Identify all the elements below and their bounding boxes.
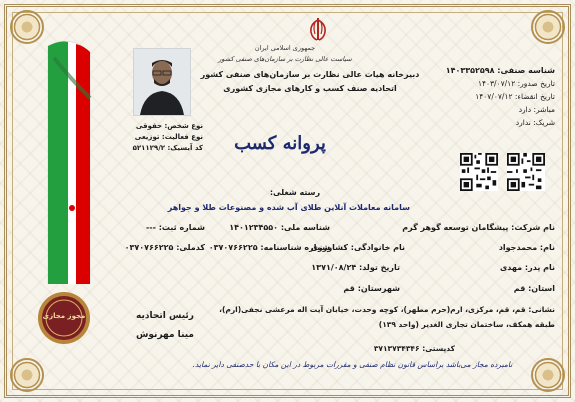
iran-flag-icon — [40, 38, 92, 284]
qr-code-icon — [460, 153, 498, 191]
qr-code-icon — [507, 153, 545, 191]
flag-ribbon — [40, 38, 92, 284]
isic-code: کد آیسیک: ۵۲۱۱۲۹/۲ — [132, 144, 203, 152]
activity-type: نوع فعالیت: توزیعی — [134, 133, 203, 141]
corner-ornament-icon — [10, 358, 44, 392]
first-name: نام: محمدجواد — [498, 243, 555, 252]
address-line2: طبقه همکف، ساختمان تجاری الغدیر (واحد ۱۳۹) — [378, 320, 555, 329]
ministry-text: سیاست عالی نظارت بر سازمان‌های صنفی کشور — [218, 55, 352, 63]
company-name: نام شرکت: پیشگامان توسعه گوهر گرم — [402, 223, 555, 232]
category-value: سامانه معاملات آنلاین طلای آب شده و مصنوعات طلا و جواهر — [167, 203, 410, 212]
profile-photo — [133, 48, 191, 116]
last-name: نام خانوادگی: کشاورزی — [310, 243, 405, 252]
category-label: رسته شغلی: — [269, 188, 321, 197]
header-line1: دبیرخانه هیات عالی نظارت بر سازمان‌های صنفی کشور — [200, 70, 420, 79]
registration-number: شماره ثبت: --- — [145, 223, 205, 232]
person-type: نوع شخص: حقوقی — [135, 122, 203, 130]
issue-date: تاریخ صدور: ۱۴۰۳/۰۷/۱۲ — [477, 79, 555, 88]
footer-note: نامبرده مجاز می‌باشد براساس قانون نظام صنفی و مقررات مربوط در این مکان با حدصنفی دایر نماید. — [192, 360, 513, 369]
corner-ornament-icon — [531, 10, 565, 44]
id-number: شماره شناسنامه: ۰۳۷۰۷۶۶۲۲۵ — [208, 243, 330, 252]
license-number: شناسه صنفی: ۱۴۰۳۳۵۲۵۹۸ — [445, 66, 555, 75]
avatar-icon — [134, 49, 190, 115]
province: استان: قم — [513, 284, 555, 293]
iran-emblem-icon — [306, 16, 330, 42]
address-line1: نشانی: قم، قم، مرکزی، ارم(حرم مطهر)، کوچه وحدت، خیابان آیت اله مرعشی نجفی(ارم)، — [219, 305, 555, 314]
corner-ornament-icon — [10, 10, 44, 44]
seal-text: مجوز مجازی — [42, 312, 86, 320]
page-title: پروانه کسب — [234, 133, 326, 154]
national-code: کدملی: ۰۳۷۰۷۶۶۲۲۵ — [124, 243, 205, 252]
birth-date: تاریخ تولد: ۱۳۷۱/۰۸/۲۴ — [311, 263, 400, 272]
signature-role: رئیس اتحادیه — [136, 311, 194, 321]
seal-icon — [36, 290, 92, 346]
signature-name: مینا مهرنوش — [136, 330, 194, 340]
partner-status: شریک: ندارد — [515, 118, 555, 127]
city: شهرستان: قم — [343, 284, 400, 293]
postal-code: کدپستی: ۳۷۱۳۷۳۴۳۴۶ — [373, 344, 455, 353]
national-id: شناسه ملی: ۱۴۰۱۲۳۴۵۵۰ — [229, 223, 330, 232]
expire-date: تاریخ انقضاء: ۱۴۰۷/۰۷/۱۲ — [475, 92, 555, 101]
father-name: نام پدر: مهدی — [499, 263, 555, 272]
tenant-status: مباشر: دارد — [518, 105, 555, 114]
header-line2: اتحادیه صنف کسب و کارهای مجازی کشوری — [223, 84, 397, 93]
republic-text: جمهوری اسلامی ایران — [254, 44, 316, 52]
